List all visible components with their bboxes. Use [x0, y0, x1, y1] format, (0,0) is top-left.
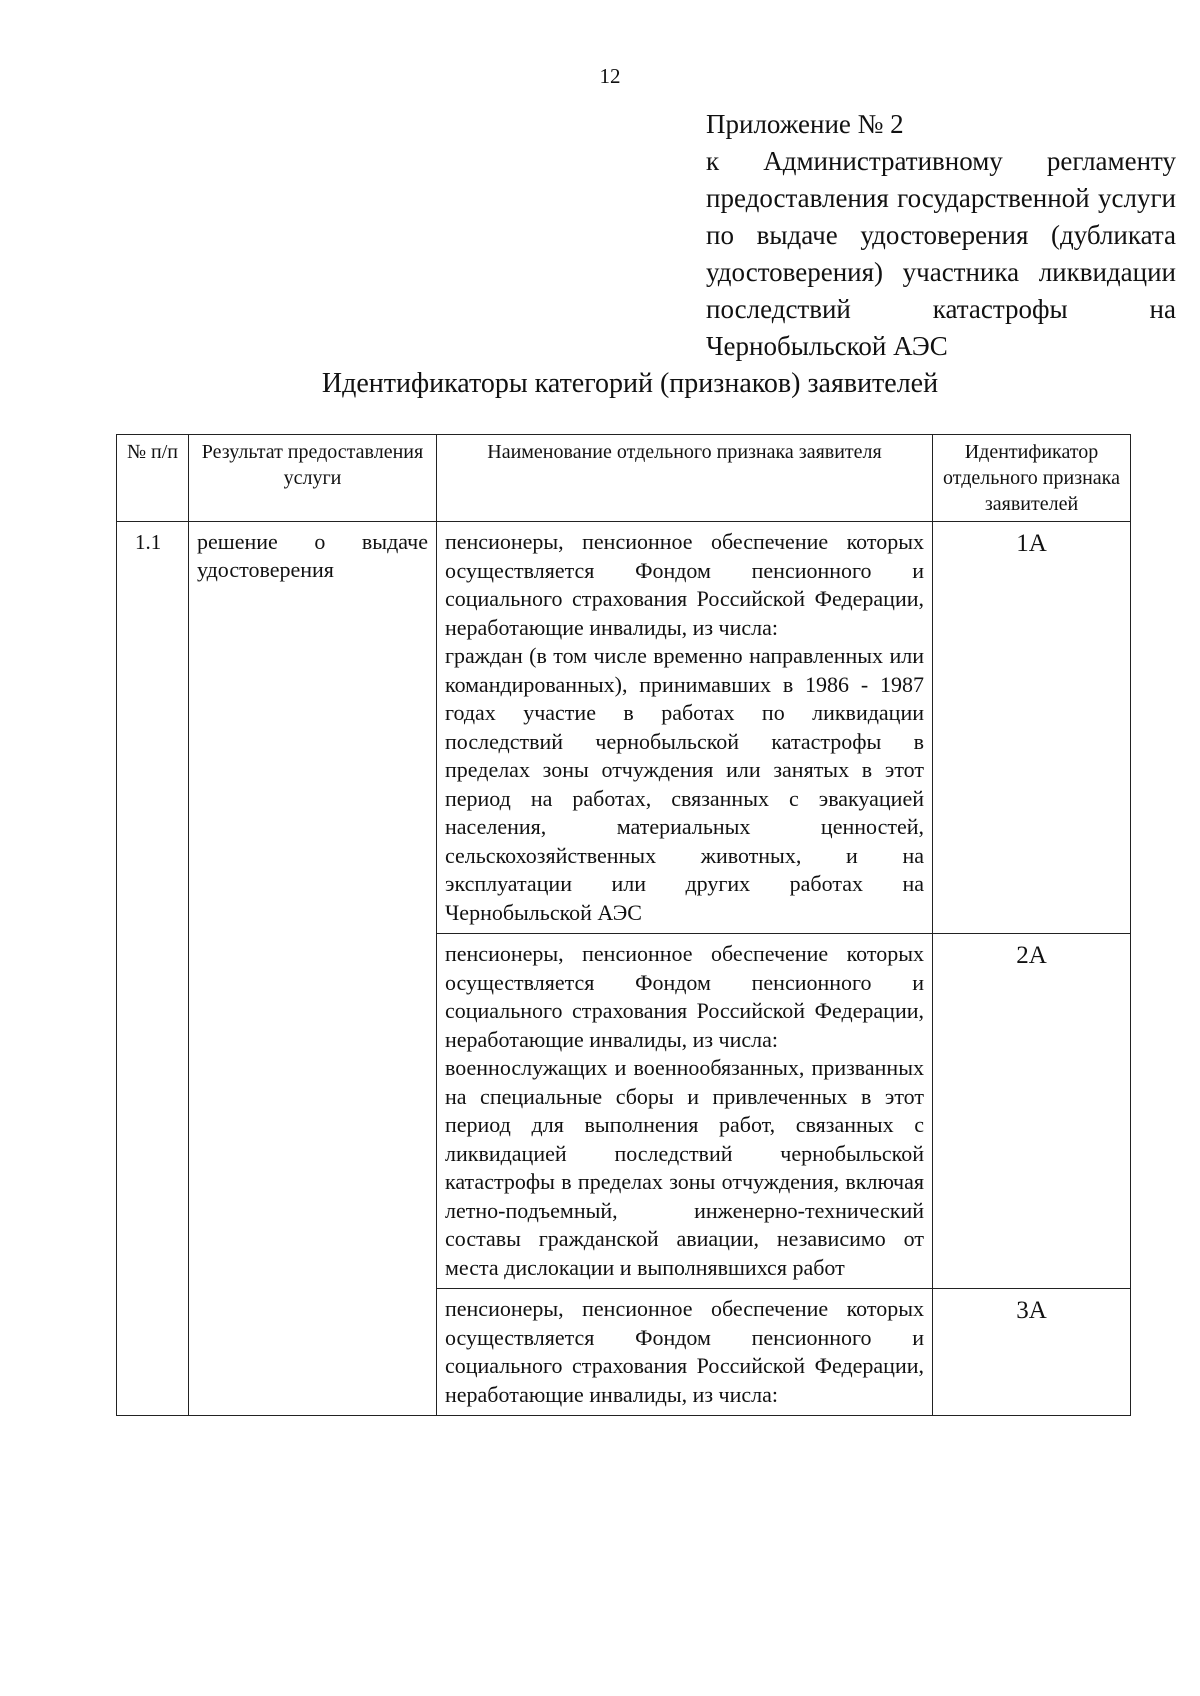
row-number: 1.1	[117, 522, 189, 1416]
header-identifier: Идентификатор отдельного признака заявителей	[933, 435, 1131, 522]
applicant-identifier: 2А	[933, 934, 1131, 1289]
table-row	[117, 522, 1131, 934]
applicant-identifier: 3А	[933, 1289, 1131, 1416]
applicant-description	[437, 1289, 933, 1416]
table-header-row	[117, 435, 1131, 522]
header-description: Наименование отдельного признака заявителя	[437, 435, 933, 522]
description-detail: военнослужащих и военнообязанных, призванных на специальные сборы и привлеченных в этот период для выполнения работ, связанных с ликвидацией последствий чернобыльской катастрофы в пределах зоны отчуждения, включая летно-подъемный, инженерно-технический составы гражданской авиации, независимо от места дислокации и выполнявшихся работ	[445, 1055, 924, 1280]
identifiers-table	[116, 434, 1131, 1416]
description-intro: пенсионеры, пенсионное обеспечение которых осуществляется Фондом пенсионного и социального страхования Российской Федерации, неработающие инвалиды, из числа:	[445, 941, 924, 1052]
description-intro: пенсионеры, пенсионное обеспечение которых осуществляется Фондом пенсионного и социального страхования Российской Федерации, неработающие инвалиды, из числа:	[445, 1296, 924, 1407]
page-number: 12	[599, 64, 621, 88]
header-result: Результат предоставления услуги	[189, 435, 437, 522]
applicant-description	[437, 934, 933, 1289]
document-title: Идентификаторы категорий (признаков) заявителей	[321, 368, 939, 399]
appendix-title: Приложение № 2	[706, 109, 904, 139]
appendix-block	[706, 106, 1176, 365]
description-intro: пенсионеры, пенсионное обеспечение которых осуществляется Фондом пенсионного и социального страхования Российской Федерации, неработающие инвалиды, из числа:	[445, 529, 924, 640]
appendix-text: к Административному регламенту предоставления государственной услуги по выдаче удостоверения (дубликата удостоверения) участника ликвидации последствий катастрофы на Чернобыльской АЭС	[706, 146, 1176, 361]
applicant-identifier: 1А	[933, 522, 1131, 934]
applicant-description	[437, 522, 933, 934]
header-number: № п/п	[117, 435, 189, 522]
description-detail: граждан (в том числе временно направленных или командированных), принимавших в 1986 - 1987 годах участие в работах по ликвидации последствий чернобыльской катастрофы в пределах зоны отчуждения или занятых в этот период на работах, связанных с эвакуацией населения, материальных ценностей, сельскохозяйственных животных, и на эксплуатации или других работах на Чернобыльской АЭС	[445, 643, 924, 925]
service-result: решение о выдаче удостоверения	[189, 522, 437, 1416]
